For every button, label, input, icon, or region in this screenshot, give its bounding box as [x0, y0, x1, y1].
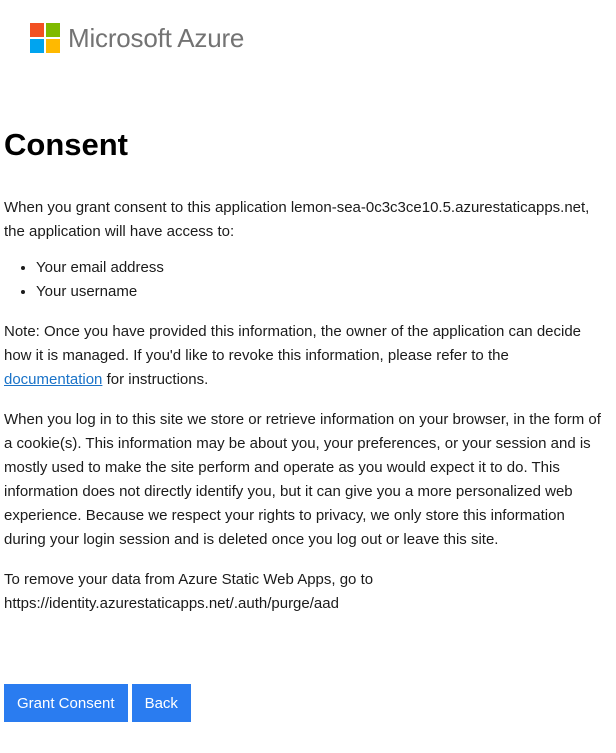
access-list — [4, 256, 606, 304]
access-item-email: • Your email address — [36, 256, 606, 280]
microsoft-azure-logo — [30, 23, 244, 53]
note-text-before: Note: Once you have provided this information, the owner of the application can decide how it is managed. If you'd like to revoke this information, please refer to the — [4, 323, 582, 364]
page-title: Consent — [4, 127, 128, 162]
microsoft-logo-icon — [30, 23, 60, 53]
cookie-text: When you log in to this site we store or retrieve information on your browser, in the form of a cookie(s). This information may be about you, your preferences, or your session and is mostly used to make the site perform and operate as you would expect it to do. This information does not directly identify you, but it can give you a more personalized web experience. Because we respect your rights to privacy, we only store this information during your login session and is deleted once you log out or leave this site. — [4, 411, 601, 548]
logo-square-yellow — [46, 39, 60, 53]
grant-consent-button[interactable]: Grant Consent — [4, 684, 128, 722]
logo-text: Microsoft Azure — [68, 23, 245, 53]
purge-url: https://identity.azurestaticapps.net/.auth/purge/aad — [4, 595, 339, 612]
logo-square-red — [30, 23, 44, 37]
remove-data-line: To remove your data from Azure Static Web Apps, go to — [4, 571, 374, 588]
documentation-link[interactable]: documentation — [4, 371, 103, 388]
back-button[interactable]: Back — [132, 684, 191, 722]
intro-text: When you grant consent to this application lemon-sea-0c3c3ce10.5.azurestaticapps.net, the application will have access to: — [4, 199, 590, 240]
access-item-username: • Your username — [36, 280, 606, 304]
action-buttons — [4, 684, 191, 722]
note-text-after: for instructions. — [102, 371, 209, 388]
note-text — [4, 320, 606, 392]
logo-square-blue — [30, 39, 44, 53]
consent-content — [4, 124, 606, 616]
remove-data-text — [4, 568, 606, 616]
logo-square-green — [46, 23, 60, 37]
